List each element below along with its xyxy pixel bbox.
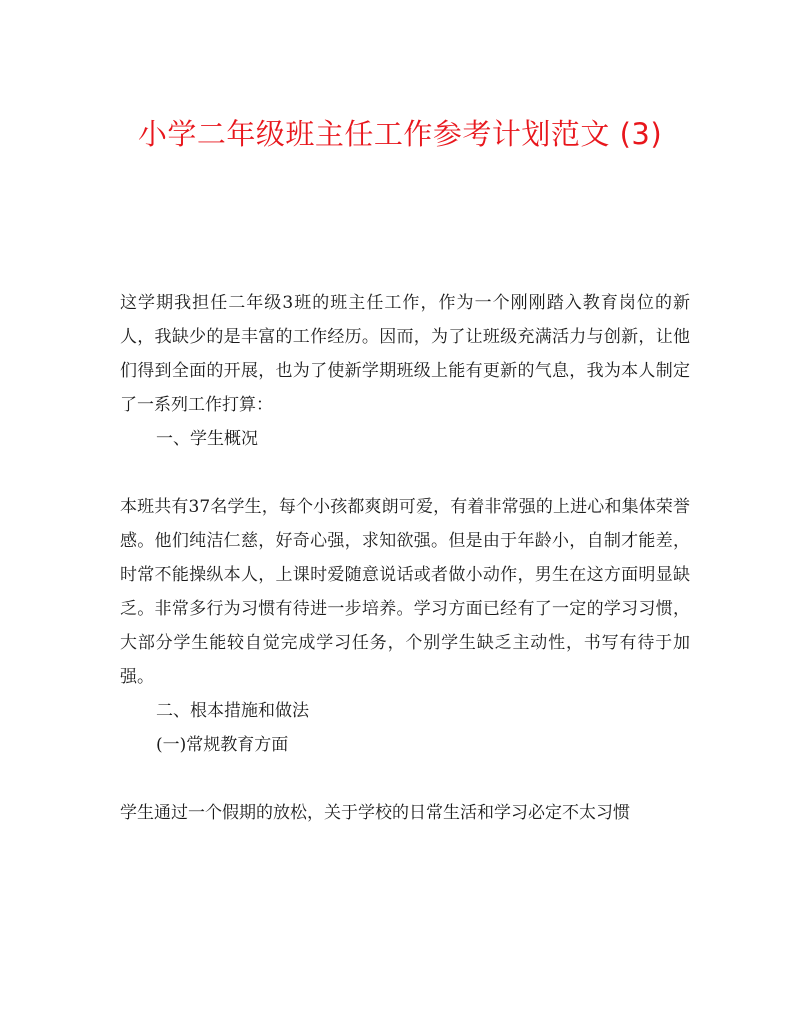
routine-education-paragraph: 学生通过一个假期的放松，关于学校的日常生活和学习必定不太习惯 xyxy=(120,803,630,823)
paragraph-gap xyxy=(120,762,690,796)
intro-paragraph: 这学期我担任二年级3班的班主任工作，作为一个刚刚踏入教育岗位的新人，我缺少的是丰富的工作经历。因而，为了让班级充满活力与创新，让他们得到全面的开展，也为了使新学期班级上能有更新的气息，我为本人制定了一系列工作打算： xyxy=(120,293,690,415)
subsection-heading-routine-education: (一)常规教育方面 xyxy=(156,735,289,755)
section-heading-student-overview: 一、学生概况 xyxy=(156,429,258,449)
paragraph-gap xyxy=(120,456,690,490)
document-title: 小学二年级班主任工作参考计划范文 (3) xyxy=(137,117,663,151)
student-overview-paragraph: 本班共有37名学生，每个小孩都爽朗可爱，有着非常强的上进心和集体荣誉感。他们纯洁仁慈，好奇心强，求知欲强。但是由于年龄小，自制才能差，时常不能操纵本人，上课时爱随意说话或者做小动作，男生在这方面明显缺乏。非常多行为习惯有待进一步培养。学习方面已经有了一定的学习习惯，大部分学生能较自觉完成学习任务，个别学生缺乏主动性，书写有待于加强。 xyxy=(120,497,690,687)
section-heading-measures: 二、根本措施和做法 xyxy=(156,701,309,721)
document-body xyxy=(120,286,690,830)
